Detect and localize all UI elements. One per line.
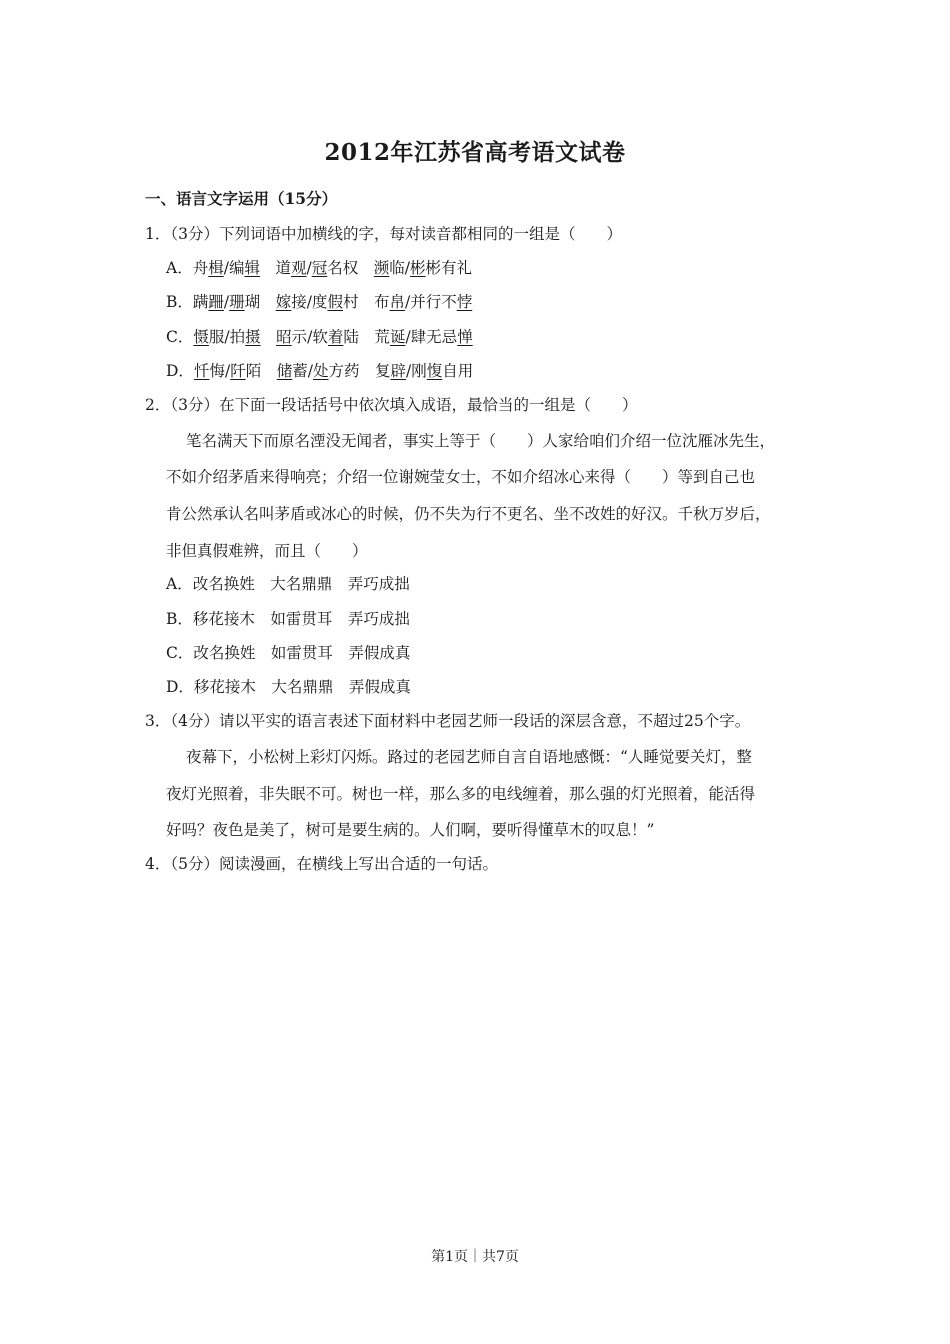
underlined-char: 假: [327, 293, 343, 311]
q3-passage-line: 夜灯光照着，非失眠不可。树也一样，那么多的电线缠着，那么强的灯光照着，能活得: [166, 785, 756, 803]
option-label: D．: [166, 362, 194, 380]
q3-passage-line: 夜幕下，小松树上彩灯闪烁。路过的老园艺师自言自语地感慨：“人睡觉要关灯，整: [186, 748, 752, 766]
underlined-char: 辑: [244, 259, 260, 277]
q1-stem: 1．（3分）下列词语中加横线的字，每对读音都相同的一组是（ ）: [145, 225, 622, 243]
q3-stem: 3．（4分）请以平实的语言表述下面材料中老园艺师一段话的深层含意，不超过25个字。: [145, 712, 751, 730]
q1-option-b: [166, 292, 472, 312]
section-heading: 一、语言文字运用（15分）: [145, 189, 338, 208]
underlined-char: 愎: [426, 362, 443, 380]
q1-option-c: [166, 327, 473, 347]
option-text: 瑚: [244, 293, 276, 311]
underlined-char: 昭: [276, 328, 292, 346]
option-text: 陌: [245, 362, 277, 380]
option-text: /: [306, 259, 312, 277]
underlined-char: 珊: [229, 293, 245, 311]
underlined-char: 慑: [193, 328, 209, 346]
option-text: 村 布: [342, 293, 390, 311]
option-text: 陆 荒: [343, 328, 390, 346]
option-label: B．: [166, 293, 193, 311]
option-text: 服/拍: [208, 328, 246, 346]
q2-passage-line: 不如介绍茅盾来得响亮；介绍一位谢婉莹女士，不如介绍冰心来得（ ）等到自己也: [166, 468, 756, 486]
option-text: 舟: [192, 259, 209, 277]
underlined-char: 着: [327, 328, 344, 346]
q1-option-a: [166, 258, 472, 278]
option-text: /并行不: [404, 293, 457, 311]
option-text: 名权: [327, 259, 374, 277]
q2-stem: 2．（3分）在下面一段话括号中依次填入成语，最恰当的一组是（ ）: [145, 396, 638, 414]
q2-passage-line: 笔名满天下而原名湮没无闻者，事实上等于（ ）人家给咱们介绍一位沈雁冰先生，: [186, 432, 776, 450]
option-label: A．: [166, 259, 193, 277]
underlined-char: 楫: [208, 259, 224, 277]
underlined-char: 储: [276, 362, 293, 380]
underlined-char: 惮: [457, 328, 473, 346]
underlined-char: 帛: [389, 293, 405, 311]
page-title: 2012年江苏省高考语文试卷: [324, 139, 626, 166]
option-text: 示/软: [291, 328, 328, 346]
option-text: /: [223, 293, 230, 311]
option-text: /肆无忌: [405, 328, 458, 346]
q2-option-a: A．改名换姓 大名鼎鼎 弄巧成拙: [166, 575, 410, 593]
q2-passage-line: 肯公然承认名叫茅盾或冰心的时候，仍不失为行不更名、坐不改姓的好汉。千秋万岁后，: [166, 505, 771, 523]
q2-passage-line: 非但真假难辨，而且（ ）: [166, 542, 368, 560]
underlined-char: 冠: [311, 259, 328, 277]
option-text: 悔/: [209, 362, 231, 380]
underlined-char: 忏: [193, 362, 210, 380]
underlined-char: 阡: [230, 362, 246, 380]
option-text: /刚: [406, 362, 427, 380]
option-text: 接/度: [291, 293, 328, 311]
option-text: [261, 328, 277, 346]
underlined-char: 嫁: [275, 293, 292, 311]
q2-option-d: D．移花接木 大名鼎鼎 弄假成真: [166, 678, 411, 696]
option-text: 自用: [442, 362, 474, 380]
option-text: 方药 复: [328, 362, 391, 380]
underlined-char: 诞: [389, 328, 406, 346]
underlined-char: 观: [291, 259, 307, 277]
q2-option-c: C．改名换姓 如雷贯耳 弄假成真: [166, 644, 411, 662]
option-text: 蓄/: [292, 362, 313, 380]
option-text: 临/: [389, 259, 411, 277]
q3-passage-line: 好吗？夜色是美了，树可是要生病的。人们啊，要听得懂草木的叹息！”: [166, 821, 655, 839]
option-text: /编: [223, 259, 245, 277]
option-text: 蹒: [192, 293, 209, 311]
q1-option-d: [166, 361, 473, 381]
underlined-char: 悖: [456, 293, 473, 311]
page-footer: 第1页｜共7页: [431, 1249, 519, 1265]
q4-stem: 4．（5分）阅读漫画，在横线上写出合适的一句话。: [145, 855, 498, 873]
underlined-char: 跚: [208, 293, 224, 311]
underlined-char: 濒: [373, 259, 390, 277]
underlined-char: 辟: [390, 362, 407, 380]
underlined-char: 处: [312, 362, 329, 380]
option-text: 彬有礼: [425, 259, 473, 277]
q2-option-b: B．移花接木 如雷贯耳 弄巧成拙: [166, 610, 410, 628]
underlined-char: 摄: [245, 328, 261, 346]
option-label: C．: [166, 328, 194, 346]
underlined-char: 彬: [410, 259, 426, 277]
option-text: 道: [259, 259, 291, 277]
